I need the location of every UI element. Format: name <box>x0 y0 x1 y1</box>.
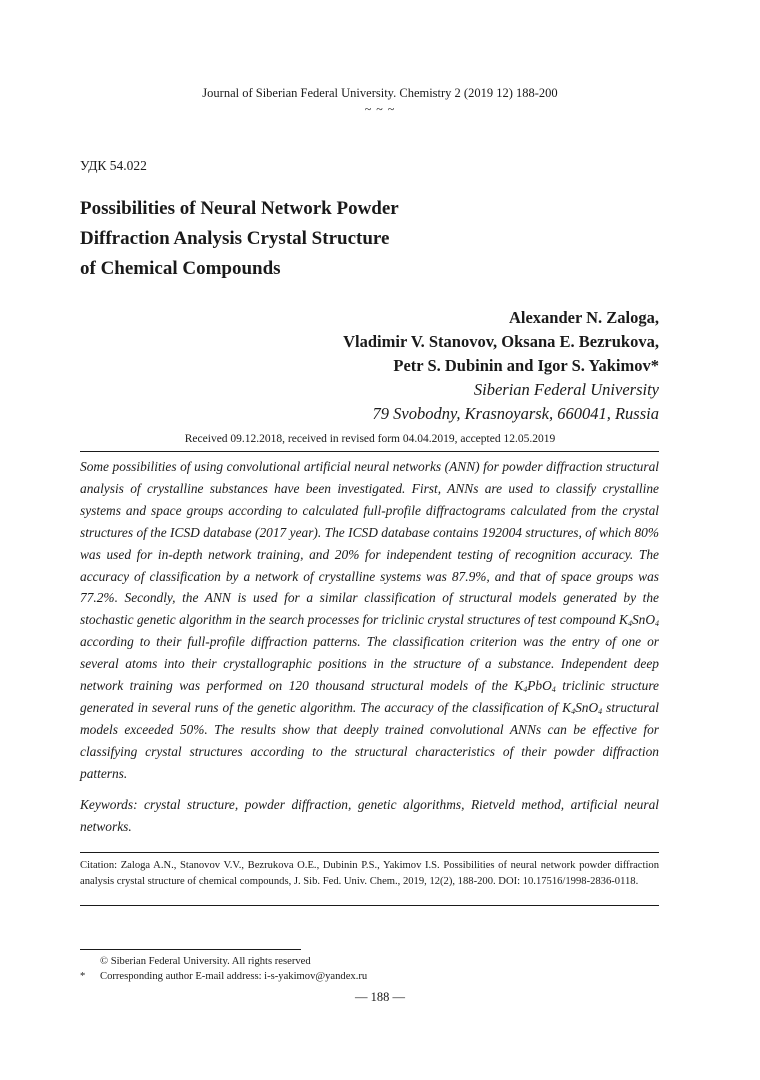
subscript: 4 <box>655 619 659 629</box>
subscript: 4 <box>571 706 576 716</box>
citation-bottom-rule <box>80 905 659 906</box>
author-block <box>343 306 659 426</box>
abstract-text: SnO <box>575 699 599 715</box>
received-dates: Received 09.12.2018, received in revised form 04.04.2019, accepted 12.05.2019 <box>184 433 556 445</box>
footnotes <box>80 954 659 984</box>
abstract-text: according to their full-profile diffraction patterns. The classification criterion was the entry of one or several atoms into their crystallographic positions in the structure of a substance. Independent deep network training was performed on 120 thousand structural models of the K <box>80 634 659 694</box>
udk-code: УДК 54.022 <box>80 158 147 173</box>
keywords: Keywords: crystal structure, powder diffraction, genetic algorithms, Rietveld method, artificial neural networks. <box>80 797 659 834</box>
citation: Citation: Zaloga A.N., Stanovov V.V., Bezrukova O.E., Dubinin P.S., Yakimov I.S. Possibilities of neural network powder diffraction analysis crystal structure of chemical compounds, J. Sib. Fed. Univ. Chem., 2019, 12(2), 188-200. DOI: 10.17516/1998-2836-0118. <box>80 860 659 887</box>
journal-header: Journal of Siberian Federal University. Chemistry 2 (2019 12) 188-200 <box>202 86 558 100</box>
abstract-text: SnO <box>631 612 655 628</box>
footnote-rule <box>80 949 301 950</box>
subscript: 4 <box>598 706 603 716</box>
title-line: Diffraction Analysis Crystal Structure <box>80 228 390 249</box>
subscript: 4 <box>523 685 528 695</box>
affiliation: Siberian Federal University <box>473 380 659 399</box>
page-number: — 188 — <box>355 990 405 1004</box>
abstract-text: structural models exceeded 50%. The results show that deeply trained convolutional ANNs can be effective for classifying crystal structures according to the structural characteristics of their powder diffraction patterns. <box>80 699 660 781</box>
header-ornament: ~ ~ ~ <box>364 102 396 116</box>
abstract <box>80 456 659 785</box>
footnote <box>80 969 659 984</box>
abstract-text: PbO <box>527 678 552 694</box>
article-title <box>80 194 500 284</box>
footnote <box>80 954 659 969</box>
author-line: Petr S. Dubinin and Igor S. Yakimov* <box>393 356 659 375</box>
abstract-text: Some possibilities of using convolutional artificial neural networks (ANN) for powder diffraction structural analysis of crystalline substances have been investigated. First, ANNs are used to classify crystalline systems and space groups according to calculated full-profile diffractograms calculated from the crystal structures of the ICSD database (2017 year). The ICSD database contains 192004 structures, of which 80% was used for in-depth network training, and 20% for independent testing of recognition accuracy. The accuracy of classification by a network of crystalline systems was 87.9%, and that of space groups was 77.2%. Secondly, the ANN is used for a similar classification of structural models generated by the stochastic genetic algorithm in the search processes for triclinic crystal structures of test compound K <box>80 459 659 628</box>
footnote-mark: * <box>80 971 86 982</box>
author-line: Alexander N. Zaloga, <box>508 308 659 327</box>
footnote-text: © Siberian Federal University. All rights reserved <box>100 956 311 967</box>
title-line: of Chemical Compounds <box>80 258 281 279</box>
author-line: Vladimir V. Stanovov, Oksana E. Bezrukova, <box>343 332 659 351</box>
abstract-top-rule <box>80 451 659 452</box>
subscript: 4 <box>551 685 556 695</box>
address: 79 Svobodny, Krasnoyarsk, 660041, Russia <box>372 404 659 423</box>
abstract-text: triclinic structure generated in several runs of the genetic algorithm. The accuracy of the classification of K <box>80 678 659 715</box>
footnote-mark <box>80 954 100 969</box>
footnote-text: Corresponding author E-mail address: i-s-yakimov@yandex.ru <box>100 971 368 982</box>
subscript: 4 <box>627 619 632 629</box>
title-line: Possibilities of Neural Network Powder <box>80 198 399 219</box>
citation-top-rule <box>80 852 659 853</box>
